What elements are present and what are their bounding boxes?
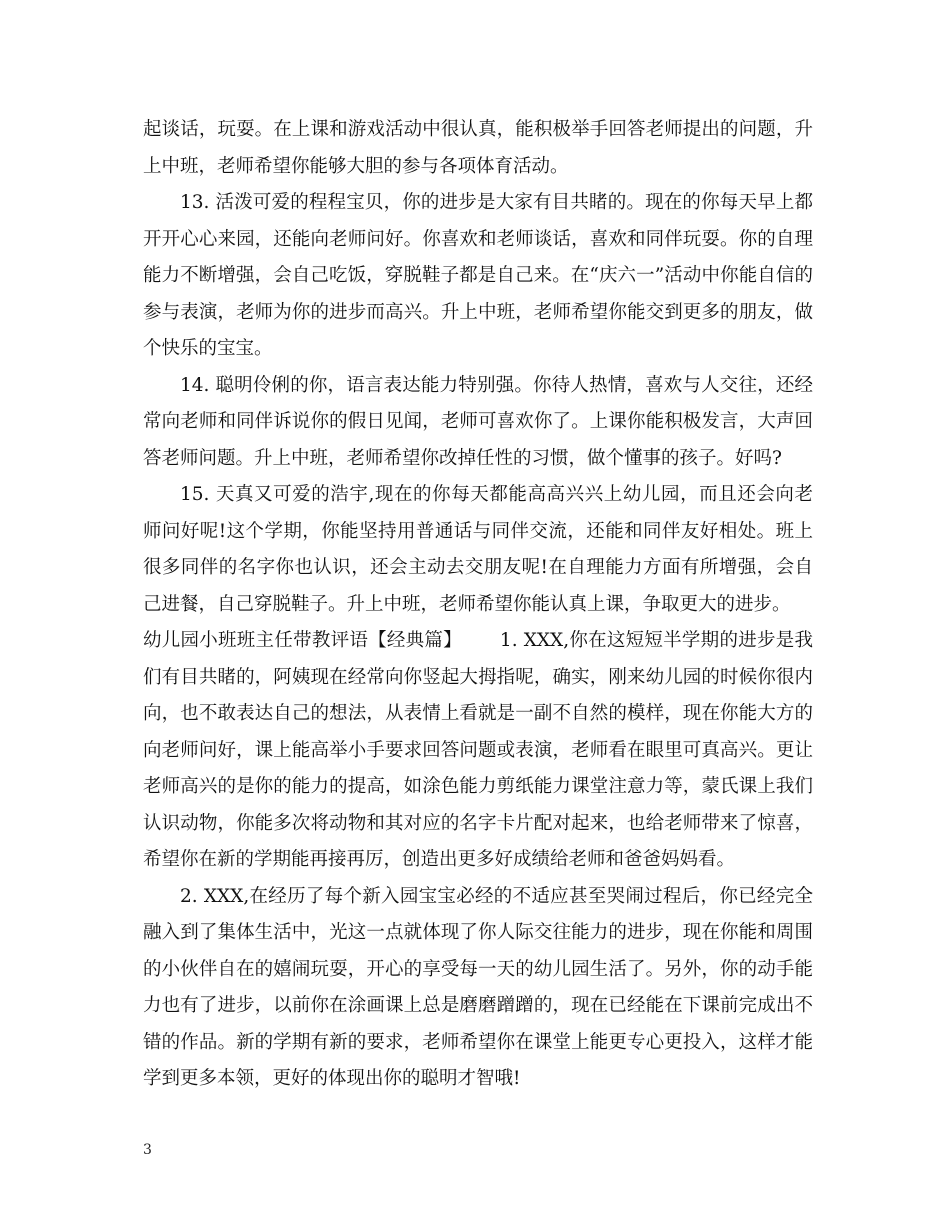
page-number: 3 bbox=[143, 1142, 152, 1158]
paragraph-item-2: 2. XXX,在经历了每个新入园宝宝必经的不适应甚至哭闹过程后，你已经完全融入到了集体生活中，光这一点就体现了你人际交往能力的进步，现在你能和周围的小伙伴自在的嬉闹玩耍，开心的享受每一天的幼儿园生活了。另外，你的动手能力也有了进步，以前你在涂画课上总是磨磨蹭蹭的，现在已经能在下课前完成出不错的作品。新的学期有新的要求，老师希望你在课堂上能更专心更投入，这样才能学到更多本领，更好的体现出你的聪明才智哦! bbox=[143, 885, 813, 1089]
section-paragraph bbox=[143, 623, 813, 879]
paragraph-item-15: 15. 天真又可爱的浩宇,现在的你每天都能高高兴兴上幼儿园，而且还会向老师问好呢!这个学期，你能坚持用普通话与同伴交流，还能和同伴友好相处。班上很多同伴的名字你也认识，还会主动去交朋友呢!在自理能力方面有所增强，会自己进餐，自己穿脱鞋子。升上中班，老师希望你能认真上课，争取更大的进步。 bbox=[143, 484, 814, 615]
section-first-item: 1. XXX,你在这短短半学期的进步是我们有目共睹的，阿姨现在经常向你竖起大拇指呢，确实，刚来幼儿园的时候你很内向，也不敢表达自己的想法，从表情上看就是一副不自然的模样，现在你能大方的向老师问好，课上能高举小手要求回答问题或表演，老师看在眼里可真高兴。更让老师高兴的是你的能力的提高，如涂色能力剪纸能力课堂注意力等，蒙氏课上我们认识动物，你能多次将动物和其对应的名字卡片配对起来，也给老师带来了惊喜，希望你在新的学期能再接再厉，创造出更多好成绩给老师和爸爸妈妈看。 bbox=[143, 630, 813, 870]
paragraph-continuation: 起谈话，玩耍。在上课和游戏活动中很认真，能积极举手回答老师提出的问题，升上中班，老师希望你能够大胆的参与各项体育活动。 bbox=[143, 119, 813, 177]
document-body bbox=[143, 112, 813, 1098]
paragraph-item-14: 14. 聪明伶俐的你，语言表达能力特别强。你待人热情，喜欢与人交往，还经常向老师和同伴诉说你的假日见闻，老师可喜欢你了。上课你能积极发言，大声回答老师问题。升上中班，老师希望你改掉任性的习惯，做个懂事的孩子。好吗? bbox=[143, 374, 813, 469]
section-heading: 幼儿园小班班主任带教评语【经典篇】 bbox=[143, 630, 462, 651]
paragraph-item-13: 13. 活泼可爱的程程宝贝，你的进步是大家有目共睹的。现在的你每天早上都开开心心来园，还能向老师问好。你喜欢和老师谈话，喜欢和同伴玩耍。你的自理能力不断增强，会自己吃饭，穿脱鞋子都是自己来。在“庆六一”活动中你能自信的参与表演，老师为你的进步而高兴。升上中班，老师希望你能交到更多的朋友，做个快乐的宝宝。 bbox=[143, 192, 813, 359]
